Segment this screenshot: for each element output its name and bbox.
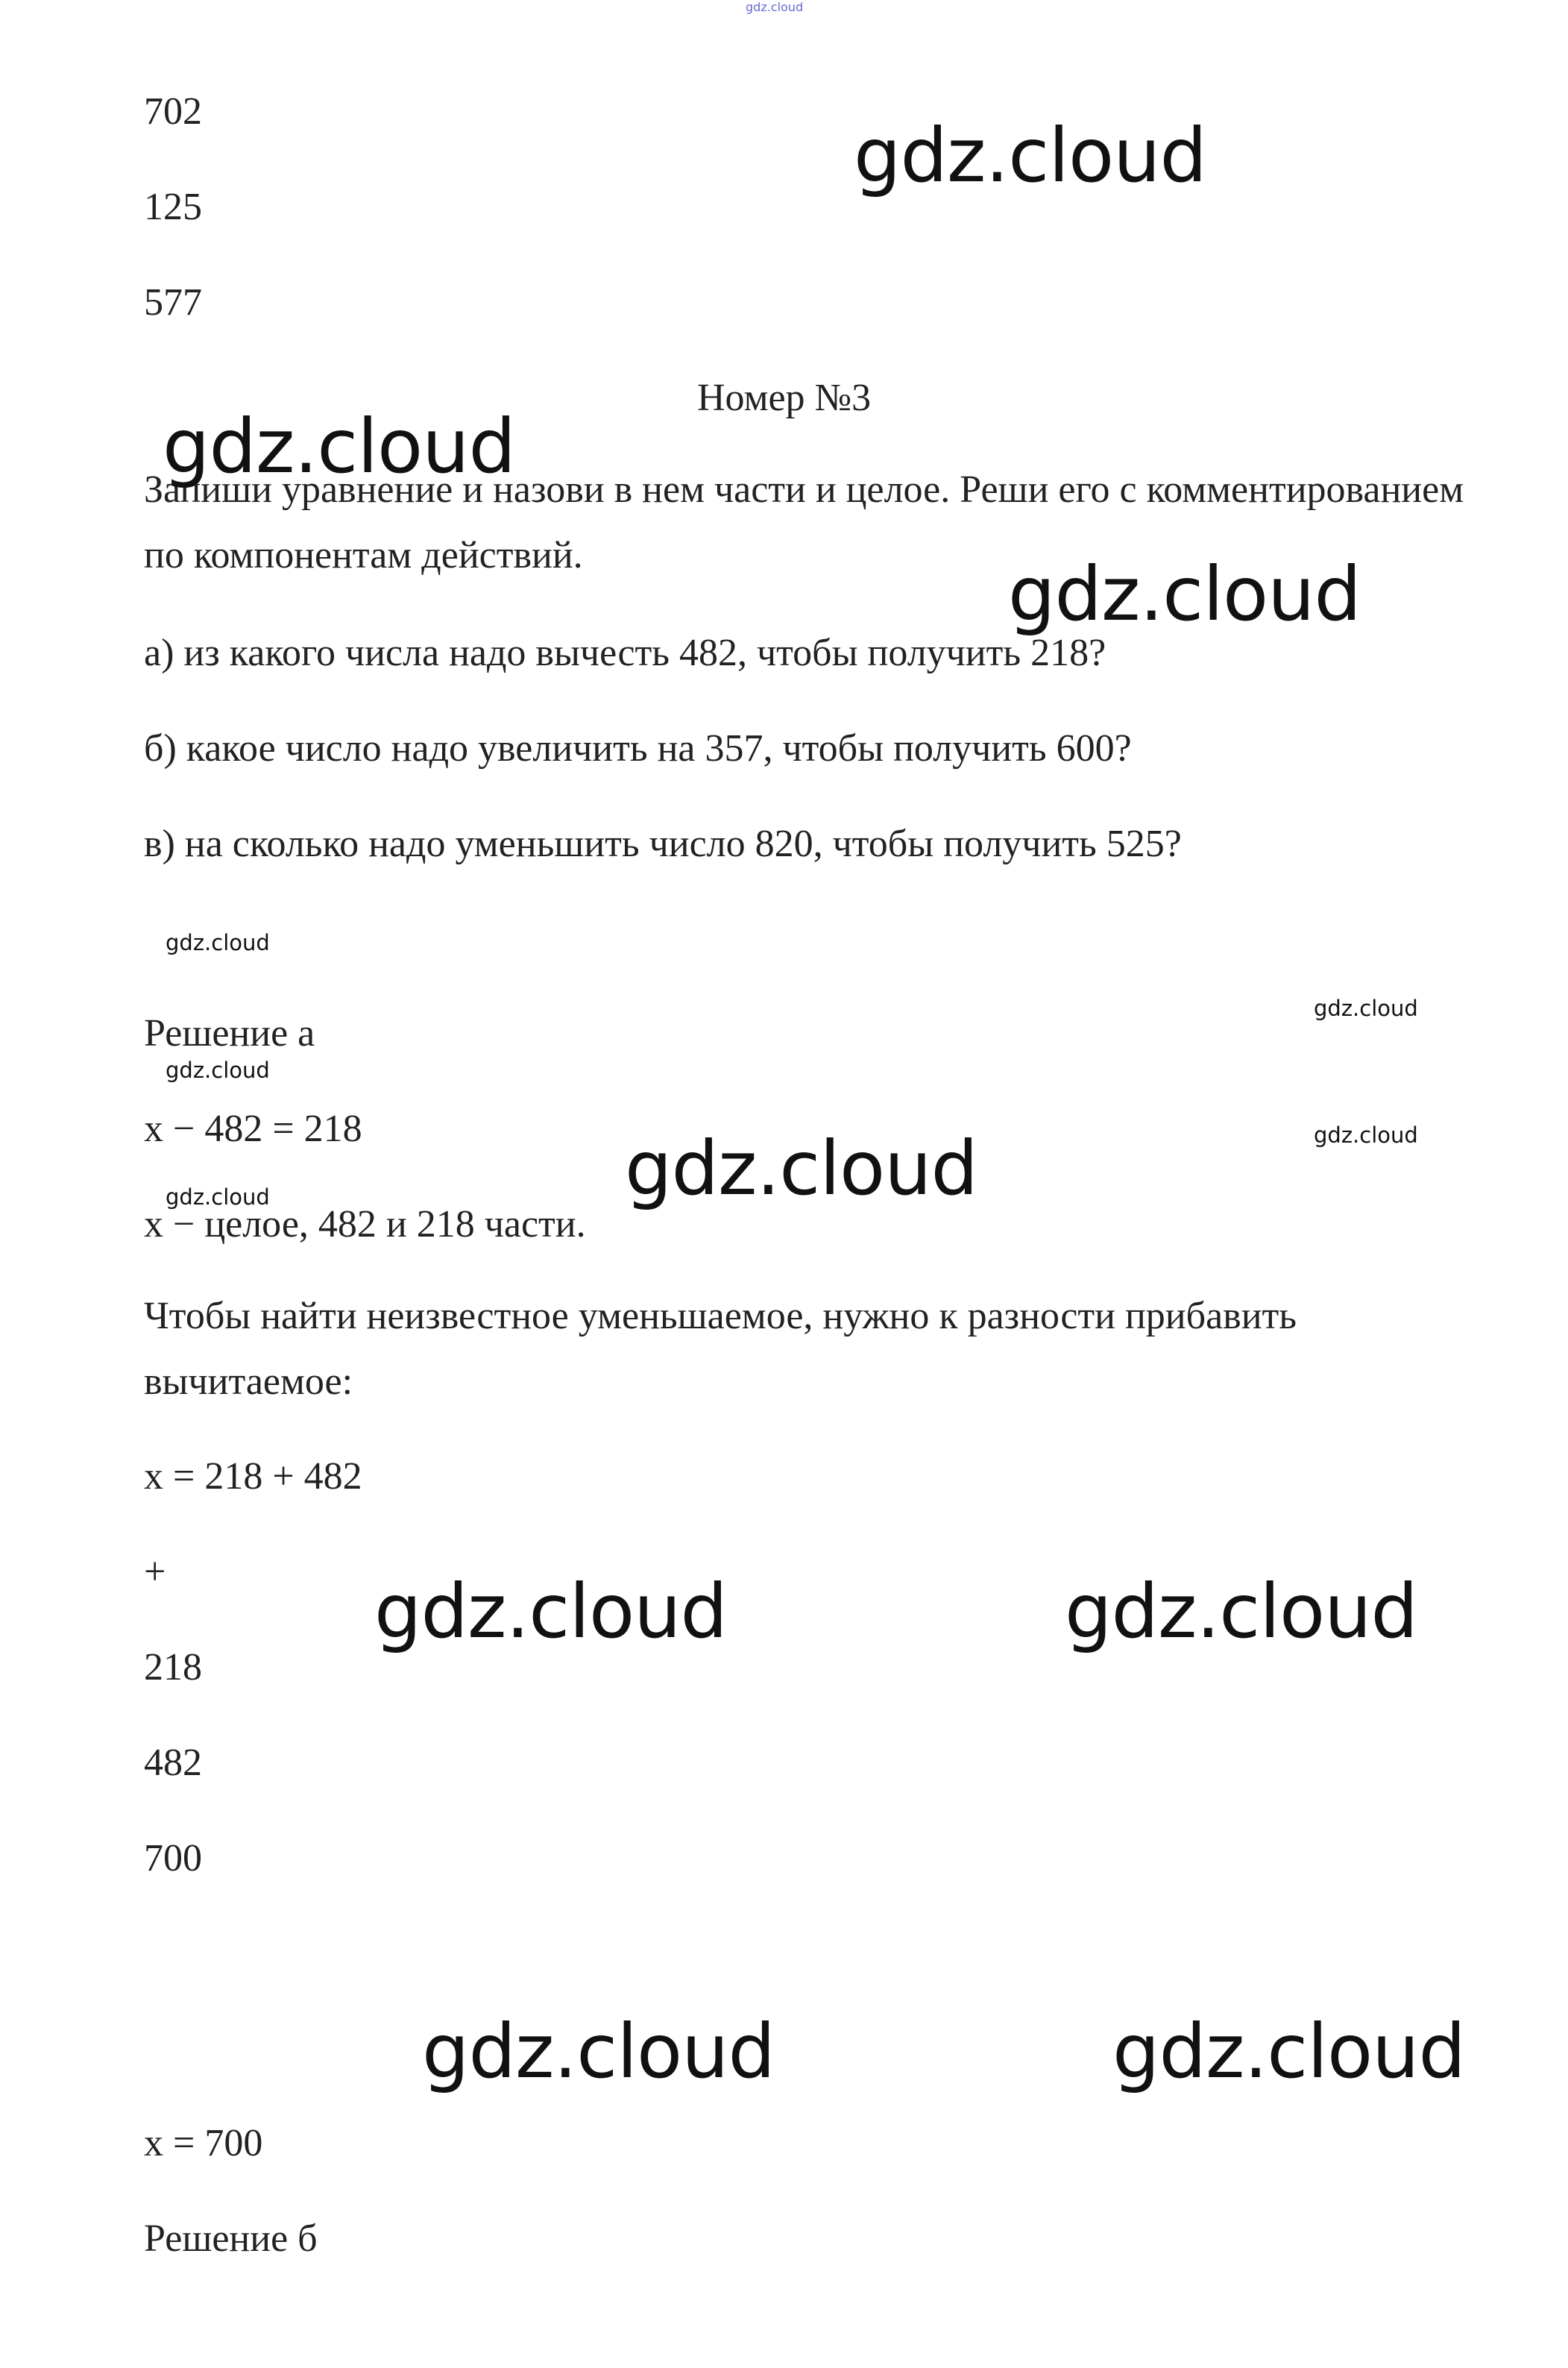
- solution-a-equation: x − 482 = 218: [144, 1108, 362, 1150]
- solution-a-answer: x = 700: [144, 2122, 263, 2164]
- solution-a-heading: Решение а: [144, 1012, 315, 1055]
- watermark-logo: gdz.cloud: [1065, 1568, 1418, 1655]
- solution-a-rule: Чтобы найти неизвестное уменьшаемое, нужно к разности прибавить вычитаемое:: [144, 1295, 1297, 1403]
- task-item-c: в) на сколько надо уменьшить число 820, чтобы получить 525?: [144, 823, 1182, 865]
- solution-a-expression: x = 218 + 482: [144, 1455, 362, 1498]
- solution-a-parts: x − целое, 482 и 218 части.: [144, 1203, 586, 1246]
- task-instruction: Запиши уравнение и назови в нем части и целое. Реши его с комментированием по компонентам действий.: [144, 468, 1464, 577]
- watermark-logo: gdz.cloud: [163, 403, 516, 490]
- prior-number-1: 702: [144, 90, 202, 133]
- watermark-logo: gdz.cloud: [422, 2008, 775, 2095]
- column-result: 700: [144, 1837, 202, 1879]
- prior-number-3: 577: [144, 281, 202, 324]
- section-title: Номер №3: [697, 377, 872, 419]
- watermark-logo: gdz.cloud: [1112, 2008, 1466, 2095]
- watermark-logo-small: gdz.cloud: [1314, 1122, 1418, 1148]
- solution-b-heading: Решение б: [144, 2217, 318, 2260]
- watermark-logo-small: gdz.cloud: [166, 930, 270, 955]
- column-operand-2: 482: [144, 1742, 202, 1784]
- watermark-logo: gdz.cloud: [374, 1568, 728, 1655]
- prior-number-2: 125: [144, 186, 202, 228]
- watermark-logo-small: gdz.cloud: [1314, 996, 1418, 1021]
- watermark-logo-small: gdz.cloud: [166, 1184, 270, 1210]
- watermark-logo-small: gdz.cloud: [166, 1058, 270, 1083]
- watermark-logo: gdz.cloud: [854, 112, 1207, 199]
- watermark-logo: gdz.cloud: [1008, 550, 1361, 638]
- task-item-a: а) из какого числа надо вычесть 482, чтобы получить 218?: [144, 632, 1106, 674]
- column-operator: +: [144, 1551, 166, 1593]
- task-item-b: б) какое число надо увеличить на 357, чтобы получить 600?: [144, 727, 1132, 770]
- column-operand-1: 218: [144, 1646, 202, 1689]
- watermark-logo: gdz.cloud: [625, 1125, 978, 1212]
- top-watermark: gdz.cloud: [746, 0, 804, 14]
